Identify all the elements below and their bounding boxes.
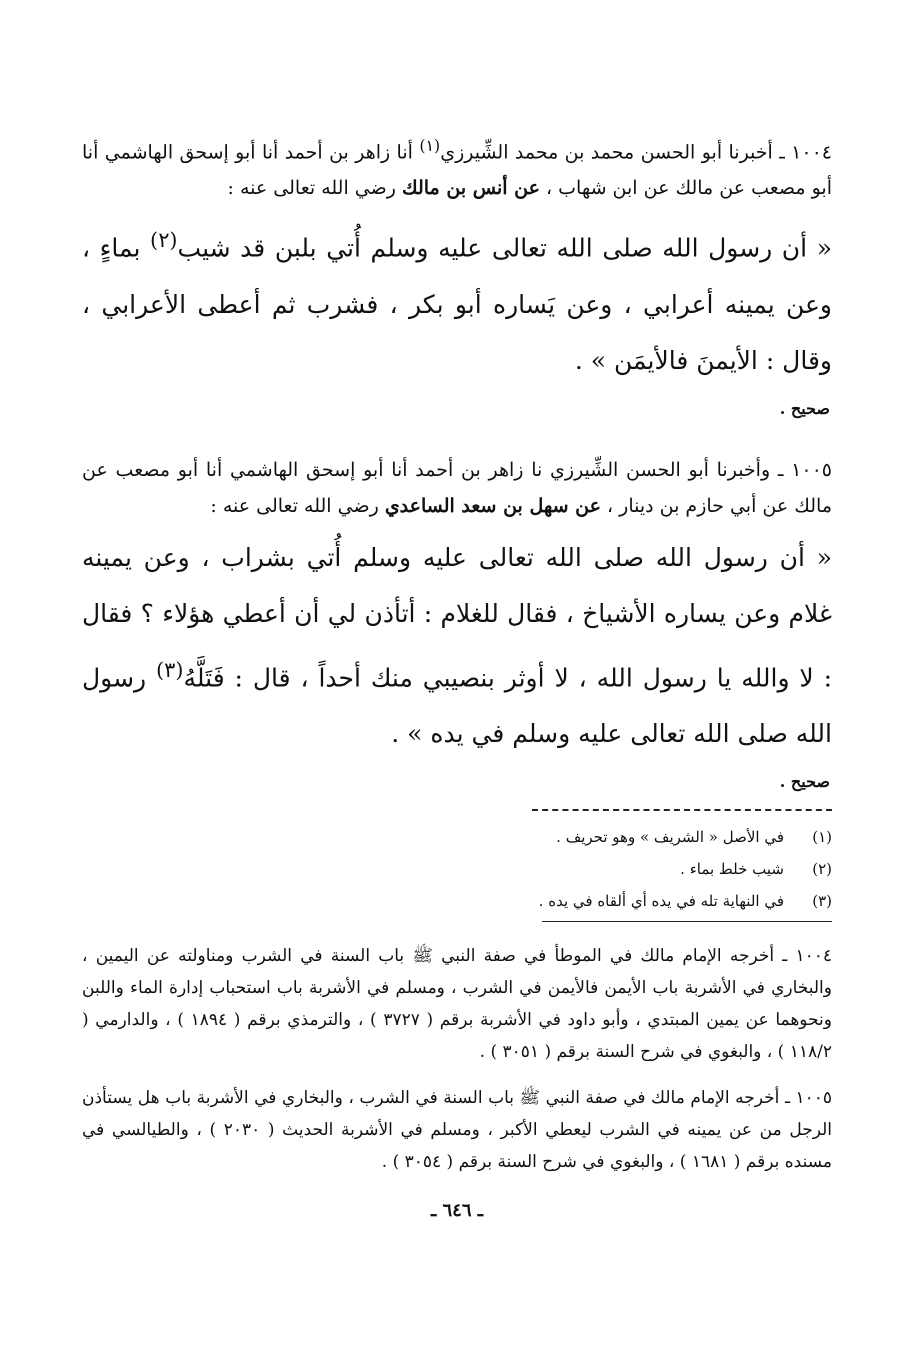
hadith-1005-grade: صحيح .	[779, 771, 830, 791]
footnote-ref: (٣)	[156, 657, 184, 682]
footnote-text: في الأصل « الشريف » وهو تحريف .	[556, 827, 784, 846]
footnote	[82, 885, 832, 917]
matn-text: رسول الله صلى الله تعالى عليه وسلم في يده » .	[82, 662, 832, 748]
isnad-text: رضي الله تعالى عنه :	[210, 494, 385, 517]
footnote-ref: (١)	[419, 136, 441, 155]
takhrij-1005: ١٠٠٥ ـ أخرجه الإمام مالك في صفة النبي ﷺ باب السنة في الشرب ، والبخاري في الأشربة باب هل يستأذن الرجل من عن يمينه في الشرب ليعطي الأكبر ، ومسلم في الأشربة الحديث ( ٢٠٣٠ ) ، والطيالسي في مسنده برقم ( ١٦٨١ ) ، والبغوي في شرح السنة برقم ( ٣٠٥٤ ) .	[82, 1087, 832, 1172]
isnad-text: ١٠٠٥ ـ وأخبرنا أبو الحسن الشِّيرزي نا زاهر بن أحمد أنا أبو إسحق الهاشمي أنا أبو مصعب عن مالك عن أبي حازم بن دينار ،	[82, 458, 832, 517]
hadith-1004-matn	[82, 212, 832, 388]
footnote-ref: (٢)	[150, 228, 178, 253]
footnote-end-rule	[542, 921, 832, 922]
narrator-companion: عن سهل بن سعد الساعدي	[384, 494, 601, 517]
page-number: ـ ٦٤٦ ـ	[430, 1199, 484, 1221]
footnote-text: في النهاية تله في يده أي ألقاه في يده .	[538, 891, 784, 910]
narrator-companion: عن أنس بن مالك	[401, 177, 540, 200]
hadith-1005-isnad	[82, 452, 832, 524]
footnote-number: (٢)	[812, 859, 832, 878]
isnad-text: أنا زاهر بن أحمد أنا أبو إسحق الهاشمي أنا أبو مصعب عن مالك عن ابن شهاب ،	[82, 141, 832, 200]
hadith-1005-matn	[82, 530, 832, 762]
matn-text: بماءٍ ، وعن يمينه أعرابي ، وعن يَساره أبو بكر ، فشرب ثم أعطى الأعرابي ، وقال : الأيمنَ فالأيمَن » .	[82, 233, 832, 375]
isnad-text: رضي الله تعالى عنه :	[227, 177, 402, 200]
footnote-separator	[532, 809, 832, 811]
hadith-1004-isnad	[82, 128, 832, 206]
footnote-number: (٣)	[812, 891, 832, 910]
matn-text: « أن رسول الله صلى الله تعالى عليه وسلم أُتي بشراب ، وعن يمينه غلام وعن يساره الأشياخ ، فقال للغلام : أتأذن لي أن أعطي هؤلاء ؟ فقال : لا والله يا رسول الله ، لا أوثر بنصيبي منك أحداً ، قال : فَتَلَّهُ	[82, 542, 832, 692]
hadith-1004-grade: صحيح .	[779, 398, 830, 418]
footnote	[82, 821, 832, 853]
isnad-text: ١٠٠٤ ـ أخبرنا أبو الحسن محمد بن محمد الشِّيرزي	[440, 141, 832, 164]
footnote	[82, 853, 832, 885]
matn-text: « أن رسول الله صلى الله تعالى عليه وسلم أُتي بلبن قد شيب	[177, 233, 833, 263]
takhrij-1004: ١٠٠٤ ـ أخرجه الإمام مالك في الموطأ في صفة النبي ﷺ باب السنة في الشرب ومناولته عن اليمين ، والبخاري في الأشربة باب الأيمن فالأيمن في الشرب ، ومسلم في الأشربة باب استحباب إدارة الماء واللبن ونحوهما عن يمين المبتدي ، وأبو داود في الأشربة برقم ( ٣٧٢٧ ) ، والترمذي برقم ( ١٨٩٤ ) ، والدارمي ( ١١٨/٢ ) ، والبغوي في شرح السنة برقم ( ٣٠٥١ ) .	[82, 945, 832, 1062]
footnote-number: (١)	[812, 827, 832, 846]
footnote-text: شيب خلط بماء .	[680, 859, 784, 878]
